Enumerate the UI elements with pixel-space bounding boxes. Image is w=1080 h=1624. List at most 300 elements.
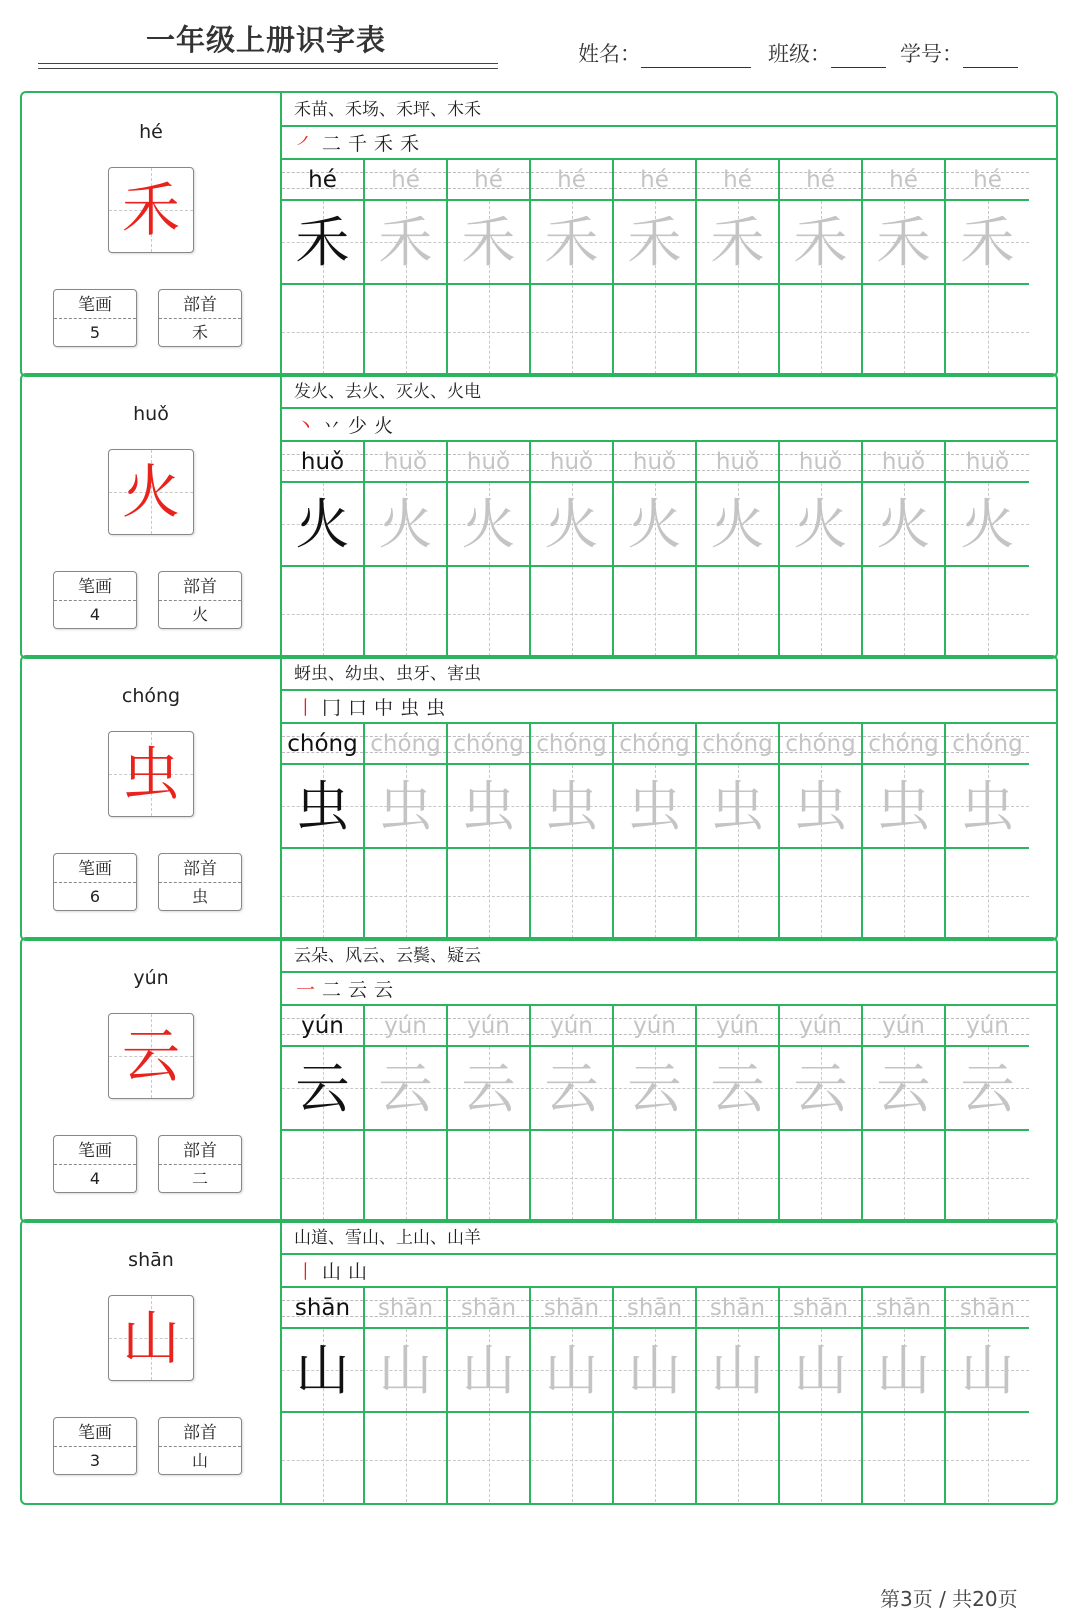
stroke-count-value: 4 bbox=[89, 605, 101, 624]
pinyin-trace: hé bbox=[889, 167, 918, 193]
blank-writing-cell[interactable] bbox=[863, 567, 946, 659]
pinyin-writing-cell[interactable] bbox=[863, 1006, 946, 1047]
character-model: 云 bbox=[295, 1057, 350, 1120]
practice-grid bbox=[282, 1006, 1058, 1223]
character-glyph: 虫 bbox=[121, 740, 180, 808]
stroke-step: 禾 bbox=[400, 133, 420, 155]
radical-box bbox=[158, 289, 242, 347]
pinyin-trace: chóng bbox=[868, 731, 939, 757]
character-writing-cell[interactable] bbox=[780, 483, 863, 567]
blank-writing-cell[interactable] bbox=[863, 1131, 946, 1223]
blank-writing-cell[interactable] bbox=[531, 567, 614, 659]
pinyin-writing-cell[interactable] bbox=[697, 724, 780, 765]
character-glyph: 禾 bbox=[121, 176, 180, 244]
character-display-box bbox=[108, 1013, 194, 1099]
stroke-count-box bbox=[53, 1417, 137, 1475]
blank-writing-cell[interactable] bbox=[365, 1131, 448, 1223]
pinyin-writing-cell[interactable] bbox=[614, 1288, 697, 1329]
practice-grid bbox=[282, 1288, 1058, 1505]
character-glyph: 山 bbox=[121, 1304, 180, 1372]
pinyin-trace: chóng bbox=[453, 731, 524, 757]
stroke-order-row bbox=[282, 691, 1058, 724]
character-writing-cell[interactable] bbox=[946, 1329, 1029, 1413]
stroke-step: 丨 bbox=[296, 1261, 316, 1283]
stroke-count-box bbox=[53, 853, 137, 911]
stroke-count-label: 笔画 bbox=[54, 1418, 136, 1447]
character-writing-cell[interactable] bbox=[697, 201, 780, 285]
blank-writing-cell[interactable] bbox=[614, 1413, 697, 1505]
practice-panel bbox=[282, 93, 1058, 375]
character-trace: 禾 bbox=[710, 211, 765, 274]
character-trace: 虫 bbox=[710, 775, 765, 838]
character-model: 山 bbox=[295, 1339, 350, 1402]
character-trace: 山 bbox=[793, 1339, 848, 1402]
character-writing-cell[interactable] bbox=[282, 765, 365, 849]
blank-writing-cell[interactable] bbox=[365, 567, 448, 659]
name-blank[interactable] bbox=[641, 45, 751, 68]
example-words: 禾苗、禾场、禾坪、木禾 bbox=[282, 93, 1058, 127]
pinyin-trace: chóng bbox=[536, 731, 607, 757]
character-writing-cell[interactable] bbox=[697, 483, 780, 567]
character-writing-cell[interactable] bbox=[282, 483, 365, 567]
pinyin-writing-cell[interactable] bbox=[863, 1288, 946, 1329]
blank-writing-cell[interactable] bbox=[614, 285, 697, 377]
character-trace: 虫 bbox=[960, 775, 1015, 838]
character-writing-cell[interactable] bbox=[282, 1047, 365, 1131]
radical-label: 部首 bbox=[159, 1136, 241, 1165]
pinyin-writing-cell[interactable] bbox=[780, 1288, 863, 1329]
pinyin-trace: hé bbox=[557, 167, 586, 193]
pinyin-trace: yún bbox=[467, 1013, 510, 1039]
pinyin-trace: shān bbox=[709, 1295, 766, 1321]
blank-writing-cell[interactable] bbox=[282, 285, 365, 377]
character-writing-cell[interactable] bbox=[946, 1047, 1029, 1131]
pinyin-trace: chóng bbox=[702, 731, 773, 757]
pinyin-writing-cell[interactable] bbox=[780, 442, 863, 483]
pinyin-writing-cell[interactable] bbox=[614, 442, 697, 483]
character-trace: 虫 bbox=[793, 775, 848, 838]
character-trace: 禾 bbox=[876, 211, 931, 274]
character-glyph: 云 bbox=[121, 1022, 180, 1090]
blank-writing-cell[interactable] bbox=[946, 1131, 1029, 1223]
character-trace: 禾 bbox=[544, 211, 599, 274]
character-writing-cell[interactable] bbox=[946, 483, 1029, 567]
pinyin-trace: hé bbox=[474, 167, 503, 193]
example-words: 发火、去火、灭火、火电 bbox=[282, 375, 1058, 409]
pinyin-writing-cell[interactable] bbox=[365, 724, 448, 765]
character-writing-cell[interactable] bbox=[780, 765, 863, 849]
page-title: 一年级上册识字表 bbox=[146, 23, 387, 57]
pinyin-trace: shān bbox=[460, 1295, 517, 1321]
radical-label: 部首 bbox=[159, 1418, 241, 1447]
number-field bbox=[900, 38, 1018, 68]
pinyin-writing-cell[interactable] bbox=[448, 160, 531, 201]
character-writing-cell[interactable] bbox=[365, 1047, 448, 1131]
number-label: 学号： bbox=[900, 42, 963, 66]
title-underline bbox=[38, 63, 498, 64]
blank-writing-cell[interactable] bbox=[863, 1413, 946, 1505]
pinyin-writing-cell[interactable] bbox=[614, 724, 697, 765]
character-writing-cell[interactable] bbox=[365, 1329, 448, 1413]
blank-writing-cell[interactable] bbox=[282, 849, 365, 941]
blank-writing-cell[interactable] bbox=[946, 849, 1029, 941]
stroke-step: 丷 bbox=[322, 415, 342, 437]
character-pinyin: chóng bbox=[121, 685, 181, 707]
character-writing-cell[interactable] bbox=[365, 201, 448, 285]
stroke-step: 少 bbox=[348, 415, 368, 437]
character-writing-cell[interactable] bbox=[863, 201, 946, 285]
character-trace: 山 bbox=[627, 1339, 682, 1402]
character-pinyin: hé bbox=[139, 121, 163, 143]
practice-panel bbox=[282, 375, 1058, 657]
character-pinyin: shān bbox=[128, 1249, 174, 1271]
radical-box bbox=[158, 1135, 242, 1193]
blank-writing-cell[interactable] bbox=[946, 567, 1029, 659]
pinyin-writing-cell[interactable] bbox=[946, 724, 1029, 765]
character-writing-cell[interactable] bbox=[946, 765, 1029, 849]
character-card bbox=[20, 937, 1058, 1223]
pinyin-model: shān bbox=[294, 1295, 351, 1321]
character-trace: 山 bbox=[960, 1339, 1015, 1402]
stroke-step: 云 bbox=[374, 979, 394, 1001]
pinyin-model: chóng bbox=[287, 731, 358, 757]
character-writing-cell[interactable] bbox=[614, 483, 697, 567]
character-writing-cell[interactable] bbox=[448, 483, 531, 567]
stroke-step: 虫 bbox=[426, 697, 446, 719]
character-writing-cell[interactable] bbox=[614, 1047, 697, 1131]
pinyin-writing-cell[interactable] bbox=[365, 1288, 448, 1329]
stroke-step: 山 bbox=[348, 1261, 368, 1283]
character-trace: 火 bbox=[544, 493, 599, 556]
pinyin-writing-cell[interactable] bbox=[863, 442, 946, 483]
character-writing-cell[interactable] bbox=[780, 201, 863, 285]
practice-grid bbox=[282, 160, 1058, 377]
character-trace: 虫 bbox=[544, 775, 599, 838]
pinyin-writing-cell[interactable] bbox=[697, 160, 780, 201]
stroke-count-box bbox=[53, 1135, 137, 1193]
stroke-step: 火 bbox=[374, 415, 394, 437]
pinyin-writing-cell[interactable] bbox=[946, 160, 1029, 201]
pinyin-trace: huǒ bbox=[383, 449, 428, 475]
pinyin-trace: yún bbox=[966, 1013, 1009, 1039]
class-blank[interactable] bbox=[831, 45, 886, 68]
character-trace: 火 bbox=[960, 493, 1015, 556]
character-trace: 虫 bbox=[378, 775, 433, 838]
character-writing-cell[interactable] bbox=[697, 1329, 780, 1413]
character-trace: 禾 bbox=[627, 211, 682, 274]
stroke-step: 云 bbox=[348, 979, 368, 1001]
character-trace: 虫 bbox=[876, 775, 931, 838]
stroke-step: 丨 bbox=[296, 697, 316, 719]
practice-panel bbox=[282, 1221, 1058, 1503]
character-trace: 云 bbox=[793, 1057, 848, 1120]
pinyin-writing-cell[interactable] bbox=[282, 442, 365, 483]
character-writing-cell[interactable] bbox=[448, 201, 531, 285]
stroke-step: 二 bbox=[322, 133, 342, 155]
character-card bbox=[20, 91, 1058, 377]
character-trace: 云 bbox=[710, 1057, 765, 1120]
stroke-step: 千 bbox=[348, 133, 368, 155]
character-info-panel bbox=[22, 375, 282, 657]
stroke-count-label: 笔画 bbox=[54, 854, 136, 883]
character-writing-cell[interactable] bbox=[780, 1047, 863, 1131]
stroke-count-box bbox=[53, 289, 137, 347]
pinyin-trace: chóng bbox=[370, 731, 441, 757]
character-writing-cell[interactable] bbox=[863, 765, 946, 849]
character-trace: 云 bbox=[876, 1057, 931, 1120]
pinyin-writing-cell[interactable] bbox=[448, 442, 531, 483]
character-trace: 云 bbox=[378, 1057, 433, 1120]
practice-panel bbox=[282, 657, 1058, 939]
stroke-step: 山 bbox=[322, 1261, 342, 1283]
pinyin-writing-cell[interactable] bbox=[697, 1006, 780, 1047]
character-trace: 虫 bbox=[461, 775, 516, 838]
blank-writing-cell[interactable] bbox=[780, 849, 863, 941]
character-pinyin: huǒ bbox=[133, 403, 169, 425]
pinyin-writing-cell[interactable] bbox=[282, 1006, 365, 1047]
pinyin-model: hé bbox=[308, 167, 337, 193]
character-writing-cell[interactable] bbox=[946, 201, 1029, 285]
blank-writing-cell[interactable] bbox=[531, 849, 614, 941]
pinyin-writing-cell[interactable] bbox=[614, 1006, 697, 1047]
pinyin-writing-cell[interactable] bbox=[780, 1006, 863, 1047]
character-writing-cell[interactable] bbox=[863, 483, 946, 567]
character-writing-cell[interactable] bbox=[780, 1329, 863, 1413]
character-trace: 禾 bbox=[461, 211, 516, 274]
stroke-order-row bbox=[282, 973, 1058, 1006]
pinyin-trace: huǒ bbox=[965, 449, 1010, 475]
class-label: 班级： bbox=[768, 42, 831, 66]
blank-writing-cell[interactable] bbox=[780, 1131, 863, 1223]
character-writing-cell[interactable] bbox=[365, 765, 448, 849]
character-info-panel bbox=[22, 93, 282, 375]
pinyin-trace: huǒ bbox=[632, 449, 677, 475]
radical-label: 部首 bbox=[159, 854, 241, 883]
blank-writing-cell[interactable] bbox=[448, 1413, 531, 1505]
character-trace: 火 bbox=[627, 493, 682, 556]
blank-writing-cell[interactable] bbox=[531, 1413, 614, 1505]
blank-writing-cell[interactable] bbox=[448, 285, 531, 377]
blank-writing-cell[interactable] bbox=[863, 285, 946, 377]
character-writing-cell[interactable] bbox=[531, 1047, 614, 1131]
stroke-step: 禾 bbox=[374, 133, 394, 155]
pinyin-writing-cell[interactable] bbox=[448, 1006, 531, 1047]
pinyin-writing-cell[interactable] bbox=[697, 1288, 780, 1329]
blank-writing-cell[interactable] bbox=[365, 1413, 448, 1505]
character-writing-cell[interactable] bbox=[448, 1047, 531, 1131]
pinyin-writing-cell[interactable] bbox=[697, 442, 780, 483]
radical-box bbox=[158, 1417, 242, 1475]
page-number: 第3页 / 共20页 bbox=[880, 1587, 1018, 1611]
pinyin-trace: huǒ bbox=[466, 449, 511, 475]
stroke-order-row bbox=[282, 409, 1058, 442]
pinyin-trace: yún bbox=[882, 1013, 925, 1039]
stroke-count-label: 笔画 bbox=[54, 1136, 136, 1165]
blank-writing-cell[interactable] bbox=[365, 849, 448, 941]
pinyin-writing-cell[interactable] bbox=[531, 724, 614, 765]
radical-value: 禾 bbox=[191, 323, 208, 342]
pinyin-writing-cell[interactable] bbox=[780, 724, 863, 765]
pinyin-writing-cell[interactable] bbox=[780, 160, 863, 201]
name-label: 姓名： bbox=[578, 42, 641, 66]
pinyin-writing-cell[interactable] bbox=[531, 160, 614, 201]
blank-writing-cell[interactable] bbox=[946, 285, 1029, 377]
stroke-order-row bbox=[282, 1255, 1058, 1288]
pinyin-trace: hé bbox=[391, 167, 420, 193]
radical-label: 部首 bbox=[159, 572, 241, 601]
blank-writing-cell[interactable] bbox=[365, 285, 448, 377]
character-writing-cell[interactable] bbox=[614, 1329, 697, 1413]
practice-panel bbox=[282, 939, 1058, 1221]
character-writing-cell[interactable] bbox=[531, 201, 614, 285]
radical-box bbox=[158, 571, 242, 629]
character-writing-cell[interactable] bbox=[282, 1329, 365, 1413]
character-writing-cell[interactable] bbox=[448, 1329, 531, 1413]
character-trace: 云 bbox=[461, 1057, 516, 1120]
stroke-count-value: 6 bbox=[89, 887, 101, 906]
title-underline-2 bbox=[38, 68, 498, 69]
stroke-count-value: 3 bbox=[89, 1451, 101, 1470]
blank-writing-cell[interactable] bbox=[531, 1131, 614, 1223]
pinyin-writing-cell[interactable] bbox=[282, 724, 365, 765]
blank-writing-cell[interactable] bbox=[448, 1131, 531, 1223]
practice-grid bbox=[282, 442, 1058, 659]
character-trace: 火 bbox=[876, 493, 931, 556]
radical-box bbox=[158, 853, 242, 911]
character-display-box bbox=[108, 1295, 194, 1381]
character-info-panel bbox=[22, 657, 282, 939]
worksheet-header bbox=[0, 0, 1080, 90]
stroke-step: 丶 bbox=[296, 415, 316, 437]
pinyin-writing-cell[interactable] bbox=[946, 1006, 1029, 1047]
pinyin-writing-cell[interactable] bbox=[946, 1288, 1029, 1329]
pinyin-trace: hé bbox=[640, 167, 669, 193]
character-model: 火 bbox=[295, 493, 350, 556]
blank-writing-cell[interactable] bbox=[448, 567, 531, 659]
character-writing-cell[interactable] bbox=[614, 765, 697, 849]
blank-writing-cell[interactable] bbox=[697, 849, 780, 941]
pinyin-trace: shān bbox=[626, 1295, 683, 1321]
character-trace: 禾 bbox=[793, 211, 848, 274]
stroke-step: 虫 bbox=[400, 697, 420, 719]
character-info-panel bbox=[22, 939, 282, 1221]
blank-writing-cell[interactable] bbox=[614, 1131, 697, 1223]
character-writing-cell[interactable] bbox=[365, 483, 448, 567]
character-glyph: 火 bbox=[121, 458, 180, 526]
pinyin-trace: hé bbox=[723, 167, 752, 193]
pinyin-trace: yún bbox=[799, 1013, 842, 1039]
character-writing-cell[interactable] bbox=[863, 1047, 946, 1131]
pinyin-writing-cell[interactable] bbox=[531, 442, 614, 483]
character-writing-cell[interactable] bbox=[614, 201, 697, 285]
stroke-order-row bbox=[282, 127, 1058, 160]
character-writing-cell[interactable] bbox=[697, 765, 780, 849]
blank-writing-cell[interactable] bbox=[614, 849, 697, 941]
blank-writing-cell[interactable] bbox=[697, 1131, 780, 1223]
pinyin-trace: huǒ bbox=[549, 449, 594, 475]
character-writing-cell[interactable] bbox=[697, 1047, 780, 1131]
character-writing-cell[interactable] bbox=[531, 483, 614, 567]
blank-writing-cell[interactable] bbox=[697, 567, 780, 659]
pinyin-writing-cell[interactable] bbox=[531, 1006, 614, 1047]
stroke-count-label: 笔画 bbox=[54, 290, 136, 319]
blank-writing-cell[interactable] bbox=[780, 285, 863, 377]
stroke-step: 冂 bbox=[322, 697, 342, 719]
example-words: 山道、雪山、上山、山羊 bbox=[282, 1221, 1058, 1255]
blank-writing-cell[interactable] bbox=[697, 1413, 780, 1505]
blank-writing-cell[interactable] bbox=[282, 1413, 365, 1505]
character-trace: 禾 bbox=[960, 211, 1015, 274]
blank-writing-cell[interactable] bbox=[780, 1413, 863, 1505]
pinyin-writing-cell[interactable] bbox=[365, 160, 448, 201]
stroke-count-label: 笔画 bbox=[54, 572, 136, 601]
character-trace: 火 bbox=[793, 493, 848, 556]
character-trace: 云 bbox=[627, 1057, 682, 1120]
stroke-step: 口 bbox=[348, 697, 368, 719]
name-field bbox=[578, 38, 751, 68]
pinyin-writing-cell[interactable] bbox=[614, 160, 697, 201]
pinyin-writing-cell[interactable] bbox=[365, 442, 448, 483]
pinyin-trace: yún bbox=[716, 1013, 759, 1039]
class-field bbox=[768, 38, 886, 68]
character-trace: 虫 bbox=[627, 775, 682, 838]
pinyin-writing-cell[interactable] bbox=[448, 1288, 531, 1329]
blank-writing-cell[interactable] bbox=[448, 849, 531, 941]
character-trace: 山 bbox=[461, 1339, 516, 1402]
character-trace: 火 bbox=[378, 493, 433, 556]
pinyin-trace: chóng bbox=[952, 731, 1023, 757]
pinyin-writing-cell[interactable] bbox=[282, 1288, 365, 1329]
pinyin-model: huǒ bbox=[300, 449, 345, 475]
blank-writing-cell[interactable] bbox=[282, 567, 365, 659]
blank-writing-cell[interactable] bbox=[614, 567, 697, 659]
character-trace: 云 bbox=[544, 1057, 599, 1120]
character-writing-cell[interactable] bbox=[531, 765, 614, 849]
blank-writing-cell[interactable] bbox=[282, 1131, 365, 1223]
character-writing-cell[interactable] bbox=[863, 1329, 946, 1413]
character-trace: 火 bbox=[710, 493, 765, 556]
stroke-step: 一 bbox=[296, 979, 316, 1001]
blank-writing-cell[interactable] bbox=[531, 285, 614, 377]
character-writing-cell[interactable] bbox=[282, 201, 365, 285]
pinyin-writing-cell[interactable] bbox=[863, 160, 946, 201]
character-writing-cell[interactable] bbox=[531, 1329, 614, 1413]
pinyin-trace: hé bbox=[806, 167, 835, 193]
character-card bbox=[20, 373, 1058, 659]
number-blank[interactable] bbox=[963, 45, 1018, 68]
radical-label: 部首 bbox=[159, 290, 241, 319]
character-model: 虫 bbox=[295, 775, 350, 838]
stroke-step: 中 bbox=[374, 697, 394, 719]
pinyin-writing-cell[interactable] bbox=[448, 724, 531, 765]
pinyin-trace: shān bbox=[543, 1295, 600, 1321]
pinyin-trace: shān bbox=[377, 1295, 434, 1321]
blank-writing-cell[interactable] bbox=[780, 567, 863, 659]
pinyin-writing-cell[interactable] bbox=[365, 1006, 448, 1047]
character-trace: 火 bbox=[461, 493, 516, 556]
stroke-step: 二 bbox=[322, 979, 342, 1001]
pinyin-writing-cell[interactable] bbox=[282, 160, 365, 201]
blank-writing-cell[interactable] bbox=[697, 285, 780, 377]
radical-value: 二 bbox=[191, 1169, 208, 1188]
pinyin-writing-cell[interactable] bbox=[946, 442, 1029, 483]
pinyin-writing-cell[interactable] bbox=[863, 724, 946, 765]
pinyin-trace: shān bbox=[875, 1295, 932, 1321]
character-writing-cell[interactable] bbox=[448, 765, 531, 849]
pinyin-writing-cell[interactable] bbox=[531, 1288, 614, 1329]
blank-writing-cell[interactable] bbox=[946, 1413, 1029, 1505]
blank-writing-cell[interactable] bbox=[863, 849, 946, 941]
